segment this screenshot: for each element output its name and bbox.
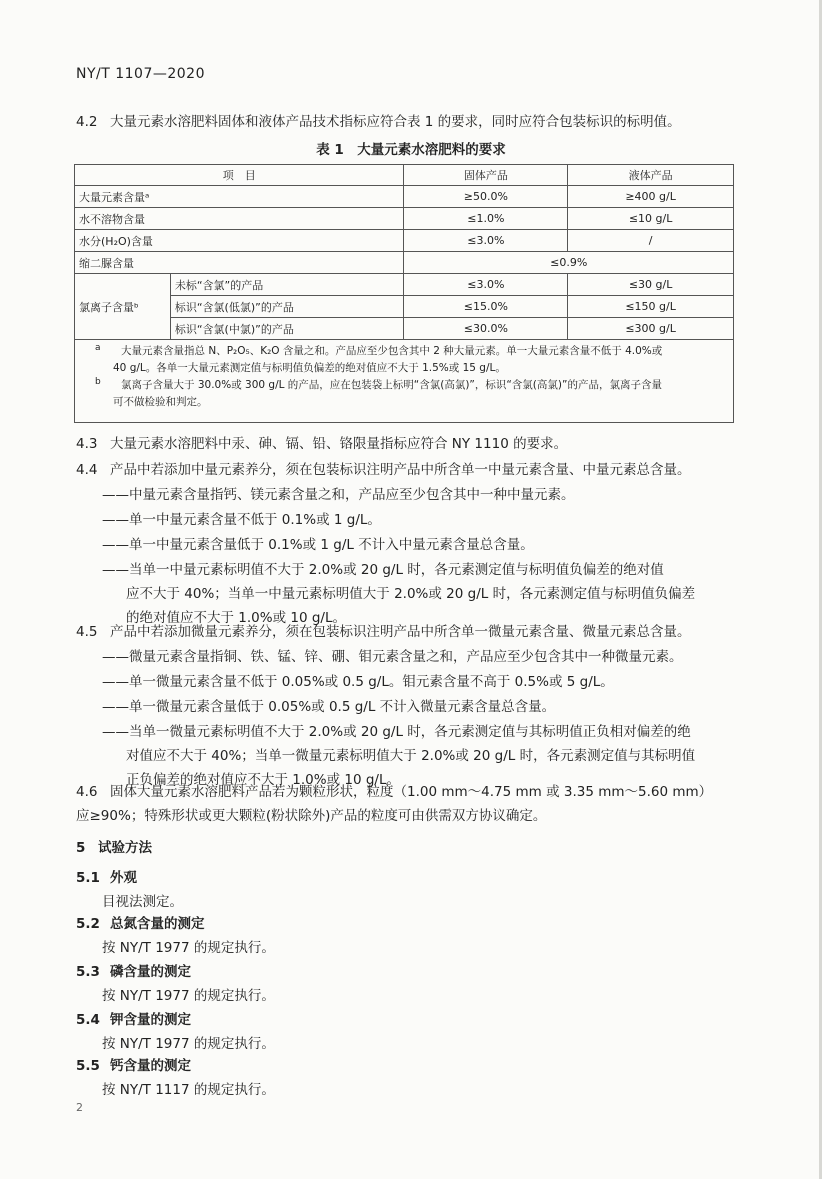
row-solid: ≤30.0% <box>404 318 568 340</box>
row-liquid: ≤150 g/L <box>568 296 734 318</box>
list-item: ——单一中量元素含量不低于 0.1%或 1 g/L。 <box>102 512 381 528</box>
standard-code: NY/T 1107—2020 <box>76 66 206 82</box>
clause-number: 4.4 <box>76 462 98 478</box>
row-liquid: ≤30 g/L <box>568 274 734 296</box>
clause-number: 5.4 <box>76 1012 100 1028</box>
clause-number: 4.5 <box>76 624 98 640</box>
clause-body: 按 NY/T 1977 的规定执行。 <box>102 1036 275 1052</box>
list-item-continued: 正负偏差的绝对值应不大于 1.0%或 10 g/L。 <box>126 772 400 788</box>
row-item: 缩二脲含量 <box>75 252 404 274</box>
row-solid: ≤1.0% <box>404 208 568 230</box>
row-liquid: ≥400 g/L <box>568 186 734 208</box>
clause-title: 钾含量的测定 <box>110 1012 191 1028</box>
clause-4-4 <box>76 460 746 628</box>
requirements-table <box>74 164 734 340</box>
row-liquid: / <box>568 230 734 252</box>
clause-body: 按 NY/T 1977 的规定执行。 <box>102 988 275 1004</box>
footnote-line: 可不做检验和判定。 <box>113 396 208 408</box>
list-item: ——中量元素含量指钙、镁元素含量之和，产品应至少包含其中一种中量元素。 <box>102 487 575 503</box>
list-item-continued: 对值应不大于 40%；当单一微量元素标明值大于 2.0%或 20 g/L 时，各元素测定值与其标明值 <box>126 748 696 764</box>
clause-number: 4.6 <box>76 784 98 800</box>
row-both: ≤0.9% <box>404 252 734 274</box>
list-item: ——当单一微量元素标明值不大于 2.0%或 20 g/L 时，各元素测定值与其标明值正负相对偏差的绝 <box>102 724 691 740</box>
clause-4-6 <box>76 782 746 826</box>
row-liquid: ≤300 g/L <box>568 318 734 340</box>
clause-number: 4.3 <box>76 436 98 452</box>
table-caption: 表 1 大量元素水溶肥料的要求 <box>316 142 506 158</box>
table-row <box>75 274 734 296</box>
clause-text: 大量元素水溶肥料固体和液体产品技术指标应符合表 1 的要求，同时应符合包装标识的标明值。 <box>110 114 681 130</box>
list-item: ——微量元素含量指铜、铁、锰、锌、硼、钼元素含量之和，产品应至少包含其中一种微量元素。 <box>102 649 683 665</box>
clause-text: 大量元素水溶肥料中汞、砷、镉、铅、铬限量指标应符合 NY 1110 的要求。 <box>110 436 568 452</box>
list-item-continued: 应不大于 40%；当单一中量元素标明值大于 2.0%或 20 g/L 时，各元素测定值与标明值负偏差 <box>126 586 696 602</box>
row-solid: ≤3.0% <box>404 274 568 296</box>
clause-text-continued: 应≥90%；特殊形状或更大颗粒(粉状除外)产品的粒度可由供需双方协议确定。 <box>76 808 547 824</box>
row-item: 水不溶物含量 <box>75 208 404 230</box>
clause-body: 按 NY/T 1977 的规定执行。 <box>102 940 275 956</box>
table-header-row <box>75 165 734 186</box>
header-liquid: 液体产品 <box>568 165 734 186</box>
clause-4-5 <box>76 622 746 790</box>
row-item: 大量元素含量ᵃ <box>75 186 404 208</box>
clause-number: 5.1 <box>76 870 100 886</box>
clause-5-5 <box>76 1056 275 1100</box>
header-solid: 固体产品 <box>404 165 568 186</box>
clause-5-2 <box>76 914 275 958</box>
header-item: 项 目 <box>75 165 404 186</box>
clause-5-3 <box>76 962 275 1006</box>
row-solid: ≤3.0% <box>404 230 568 252</box>
list-item: ——单一微量元素含量不低于 0.05%或 0.5 g/L。钼元素含量不高于 0.5%或 5 g/L。 <box>102 674 614 690</box>
clause-5-1 <box>76 868 183 912</box>
clause-title: 总氮含量的测定 <box>110 916 205 932</box>
footnote-line: 40 g/L。各单一大量元素测定值与标明值负偏差的绝对值应不大于 1.5%或 15 g/L。 <box>113 362 506 374</box>
table-row <box>75 230 734 252</box>
page-number: 2 <box>76 1101 83 1114</box>
list-item-continued: 的绝对值应不大于 1.0%或 10 g/L。 <box>126 610 346 626</box>
table-row <box>75 252 734 274</box>
clause-body: 目视法测定。 <box>102 894 183 910</box>
list-item: ——单一中量元素含量低于 0.1%或 1 g/L 不计入中量元素含量总含量。 <box>102 537 534 553</box>
section-number: 5 <box>76 840 86 856</box>
footnote-b <box>95 377 723 411</box>
clause-text: 产品中若添加微量元素养分，须在包装标识注明产品中所含单一微量元素含量、微量元素总含量。 <box>110 624 691 640</box>
row-liquid: ≤10 g/L <box>568 208 734 230</box>
clause-number: 5.5 <box>76 1058 100 1074</box>
footnote-a <box>95 343 723 377</box>
section-5-heading <box>76 836 152 856</box>
clause-5-4 <box>76 1010 275 1054</box>
clause-number: 5.3 <box>76 964 100 980</box>
clause-number: 5.2 <box>76 916 100 932</box>
section-title: 试验方法 <box>98 840 152 856</box>
row-solid: ≥50.0% <box>404 186 568 208</box>
clause-body: 按 NY/T 1117 的规定执行。 <box>102 1082 275 1098</box>
clause-number: 4.2 <box>76 114 98 130</box>
clause-title: 钙含量的测定 <box>110 1058 191 1074</box>
clause-4-3 <box>76 434 567 454</box>
chloride-item: 氯离子含量ᵇ <box>75 274 171 340</box>
footnote-line: 氯离子含量大于 30.0%或 300 g/L 的产品，应在包装袋上标明“含氯(高氯)”，标识“含氯(高氯)”的产品，氯离子含量 <box>121 379 662 391</box>
clause-4-2 <box>76 112 681 132</box>
table-row <box>75 186 734 208</box>
chloride-sub-label: 未标“含氯”的产品 <box>170 274 404 296</box>
table-footnotes <box>74 337 734 423</box>
chloride-sub-label: 标识“含氯(中氯)”的产品 <box>170 318 404 340</box>
clause-text: 产品中若添加中量元素养分，须在包装标识注明产品中所含单一中量元素含量、中量元素总含量。 <box>110 462 691 478</box>
clause-title: 磷含量的测定 <box>110 964 191 980</box>
footnote-mark: b <box>95 377 101 387</box>
list-item: ——当单一中量元素标明值不大于 2.0%或 20 g/L 时，各元素测定值与标明值负偏差的绝对值 <box>102 562 664 578</box>
footnote-line: 大量元素含量指总 N、P₂O₅、K₂O 含量之和。产品应至少包含其中 2 种大量元素。单一大量元素含量不低于 4.0%或 <box>121 345 663 357</box>
footnote-mark: a <box>95 343 101 353</box>
row-solid: ≤15.0% <box>404 296 568 318</box>
row-item: 水分(H₂O)含量 <box>75 230 404 252</box>
clause-title: 外观 <box>110 870 137 886</box>
clause-text: 固体大量元素水溶肥料产品若为颗粒形状，粒度（1.00 mm～4.75 mm 或 3.35 mm～5.60 mm） <box>110 784 713 800</box>
list-item: ——单一微量元素含量低于 0.05%或 0.5 g/L 不计入微量元素含量总含量。 <box>102 699 556 715</box>
chloride-sub-label: 标识“含氯(低氯)”的产品 <box>170 296 404 318</box>
table-row <box>75 296 734 318</box>
table-row <box>75 208 734 230</box>
